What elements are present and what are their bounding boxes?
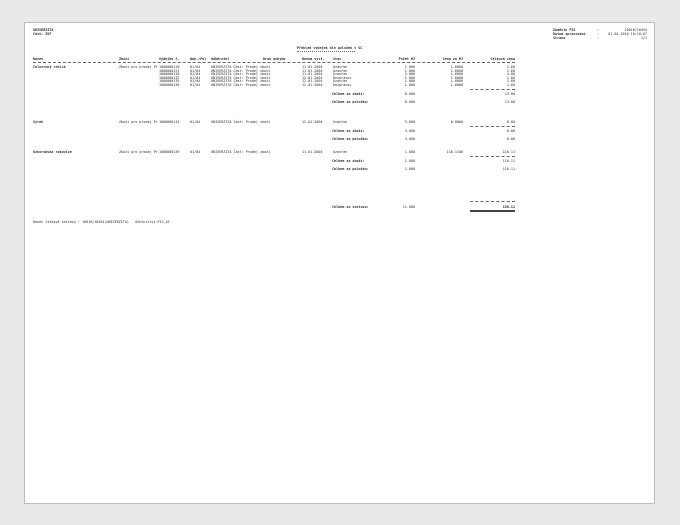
meta-separator: : bbox=[597, 32, 600, 36]
row-cena: 1.6000 bbox=[450, 83, 463, 87]
item-name: Sýrek bbox=[33, 120, 44, 124]
item-goods-type: Zboží pro prodej Pr bbox=[119, 120, 158, 124]
row-stav: Rozpracov bbox=[333, 75, 352, 80]
unit-name: Část: ZSF bbox=[33, 32, 52, 36]
row-pocet: 3.000 bbox=[404, 120, 415, 124]
row-datum: 12.01.2004 bbox=[302, 75, 323, 80]
col-datum: Datum vyst. bbox=[302, 57, 325, 61]
row-celkem: 1.60 bbox=[506, 83, 515, 87]
col-vydejka: Výdejka č. bbox=[159, 57, 180, 61]
subtotal-rule bbox=[470, 89, 515, 90]
item-total-celkem: 13.00 bbox=[504, 99, 515, 104]
row-celkem: 4.80 bbox=[506, 72, 515, 77]
subtotal-pocet: 1.000 bbox=[404, 158, 415, 163]
subtotal-label: Celkem za zboží: bbox=[332, 91, 365, 96]
subtotal-label: Celkem za zboží: bbox=[332, 158, 365, 163]
meta-separator: : bbox=[597, 36, 600, 40]
report-page bbox=[24, 22, 655, 504]
row-nak: 01/04 bbox=[190, 83, 201, 87]
col-cena: Cena za MJ bbox=[442, 57, 463, 61]
row-celkem: 1.60 bbox=[506, 79, 515, 84]
subtotal-rule bbox=[470, 126, 515, 127]
title-underline bbox=[297, 51, 355, 52]
grand-total-pocet: 11.000 bbox=[402, 205, 415, 209]
row-celkem: 1.60 bbox=[506, 75, 515, 80]
meta-label: Datum zpracování bbox=[553, 32, 586, 36]
subtotal-celkem: 116.11 bbox=[502, 158, 515, 163]
grand-total-rule bbox=[470, 201, 515, 202]
item-total-celkem: 116.11 bbox=[502, 166, 515, 171]
col-nazev: Název bbox=[33, 57, 44, 61]
row-pocet: 1.000 bbox=[404, 68, 415, 73]
row-cena: 1.6000 bbox=[450, 79, 463, 84]
meta-value: 10016/10454 bbox=[624, 28, 647, 32]
row-pocet: 1.000 bbox=[404, 65, 415, 69]
row-celkem: 1.60 bbox=[506, 65, 515, 69]
row-odberatel: UNIVERZITA Část: Prodej zboží bbox=[211, 72, 271, 77]
item-total-label: Celkem za položku: bbox=[332, 136, 369, 141]
row-stav: Uzavřen bbox=[333, 68, 348, 73]
row-cena: 0.0000 bbox=[450, 120, 463, 124]
subtotal-label: Celkem za zboží: bbox=[332, 128, 365, 133]
row-vydejka: 1000000120 bbox=[159, 65, 180, 69]
row-datum: 11.01.2004 bbox=[302, 65, 323, 69]
row-nak: 01/04 bbox=[190, 65, 201, 69]
col-odberatel: Odběratel bbox=[211, 57, 230, 61]
header-separator bbox=[33, 62, 515, 63]
row-odberatel: UNIVERZITA Část: Prodej zboží bbox=[211, 79, 271, 84]
row-vydejka: 1000000115 bbox=[159, 120, 180, 124]
item-total-pocet: 8.000 bbox=[404, 99, 415, 104]
row-odberatel: UNIVERZITA Část: Prodej zboží bbox=[211, 75, 271, 80]
report-title: Přehled výdejek dle položek v SC bbox=[297, 46, 363, 50]
row-datum: 11.01.2004 bbox=[302, 72, 323, 77]
col-zbozi: Zboží bbox=[119, 57, 130, 61]
row-vydejka: 1000000135 bbox=[159, 79, 180, 84]
row-stav: Uzavřen bbox=[333, 120, 348, 124]
meta-separator: : bbox=[597, 28, 600, 32]
item-goods-type: Zboží pro prodej Pr bbox=[119, 150, 158, 154]
item-total-label: Celkem za položku: bbox=[332, 166, 369, 171]
row-stav: Uzavřen bbox=[333, 150, 348, 154]
row-celkem: 116.11 bbox=[502, 150, 515, 154]
row-vydejka: 1000000132 bbox=[159, 75, 180, 80]
row-cena: 116.1100 bbox=[446, 150, 463, 154]
subtotal-celkem: 13.00 bbox=[504, 91, 515, 96]
row-stav: Rozpracov bbox=[333, 83, 352, 87]
row-pocet: 1.000 bbox=[404, 150, 415, 154]
item-total-celkem: 0.00 bbox=[506, 136, 515, 141]
item-total-pocet: 3.000 bbox=[404, 136, 415, 141]
row-odberatel: UNIVERZITA Část: Prodej zboží bbox=[211, 65, 271, 69]
row-vydejka: 1000000128 bbox=[159, 72, 180, 77]
item-total-pocet: 1.000 bbox=[404, 166, 415, 171]
row-nak: 01/04 bbox=[190, 79, 201, 84]
row-datum: 11.01.2004 bbox=[302, 150, 323, 154]
row-datum: 12.01.2004 bbox=[302, 83, 323, 87]
item-name: Uzhorodská rukavice bbox=[33, 150, 72, 154]
row-cena: 1.6000 bbox=[450, 72, 463, 77]
company-name: UNIVERZITA bbox=[33, 28, 54, 32]
row-nak: 01/04 bbox=[190, 150, 201, 154]
row-nak: 01/04 bbox=[190, 120, 201, 124]
subtotal-pocet: 8.000 bbox=[404, 91, 415, 96]
col-druh: Druh pohybu bbox=[263, 57, 286, 61]
row-pocet: 1.000 bbox=[404, 79, 415, 84]
row-stav: Uzavřen bbox=[333, 79, 348, 84]
row-cena: 1.6000 bbox=[450, 68, 463, 73]
subtotal-pocet: 3.000 bbox=[404, 128, 415, 133]
row-stav: Uzavřen bbox=[333, 72, 348, 77]
row-pocet: 1.000 bbox=[404, 75, 415, 80]
row-celkem: 0.00 bbox=[506, 120, 515, 124]
meta-value: 01.04.2010 10:10:07 bbox=[608, 32, 647, 36]
row-odberatel: UNIVERZITA Část: Prodej zboží bbox=[211, 150, 271, 154]
row-datum: 12.01.2004 bbox=[302, 120, 323, 124]
meta-label: Strana bbox=[553, 36, 566, 40]
row-odberatel: UNIVERZITA Část: Prodej zboží bbox=[211, 83, 271, 87]
row-pocet: 1.000 bbox=[404, 83, 415, 87]
row-cena: 1.6000 bbox=[450, 65, 463, 69]
col-pocet: Počet MJ bbox=[398, 57, 415, 61]
item-goods-type: Zboží pro prodej Pr bbox=[119, 65, 158, 69]
col-celkem: Celková cena bbox=[490, 57, 515, 61]
report-footer: Konec tiskové sestavy : 10016/10454(UNIVERZITA) - Učetnictví.PIS_01 bbox=[33, 220, 170, 224]
row-nak: 01/04 bbox=[190, 72, 201, 77]
row-vydejka: 1000000139 bbox=[159, 150, 180, 154]
row-datum: 12.01.2004 bbox=[302, 79, 323, 84]
row-stav: Uzavřen bbox=[333, 65, 348, 69]
row-odberatel: UNIVERZITA Část: Prodej zboží bbox=[211, 120, 271, 124]
row-pocet: 3.000 bbox=[404, 72, 415, 77]
row-datum: 11.01.2004 bbox=[302, 68, 323, 73]
col-stav: Stav bbox=[333, 57, 342, 61]
row-celkem: 1.60 bbox=[506, 68, 515, 73]
row-cena: 1.6000 bbox=[450, 75, 463, 80]
row-nak: 01/04 bbox=[190, 75, 201, 80]
row-vydejka: 1000000136 bbox=[159, 83, 180, 87]
subtotal-rule bbox=[470, 156, 515, 157]
item-name: Celozrnný rohlík bbox=[33, 65, 66, 69]
grand-total-celkem: 156.11 bbox=[502, 205, 515, 209]
row-nak: 01/04 bbox=[190, 68, 201, 73]
grand-total-label: Celkem za sestavu: bbox=[332, 205, 369, 209]
grand-total-double-rule bbox=[470, 210, 515, 212]
row-odberatel: UNIVERZITA Část: Prodej zboží bbox=[211, 68, 271, 73]
subtotal-celkem: 0.00 bbox=[506, 128, 515, 133]
meta-value: 1/1 bbox=[640, 36, 647, 40]
col-nakstr: Nák./Pol bbox=[190, 57, 207, 61]
row-vydejka: 1000000121 bbox=[159, 68, 180, 73]
meta-label: Zaměstn PIS bbox=[553, 28, 576, 32]
item-total-label: Celkem za položku: bbox=[332, 99, 369, 104]
